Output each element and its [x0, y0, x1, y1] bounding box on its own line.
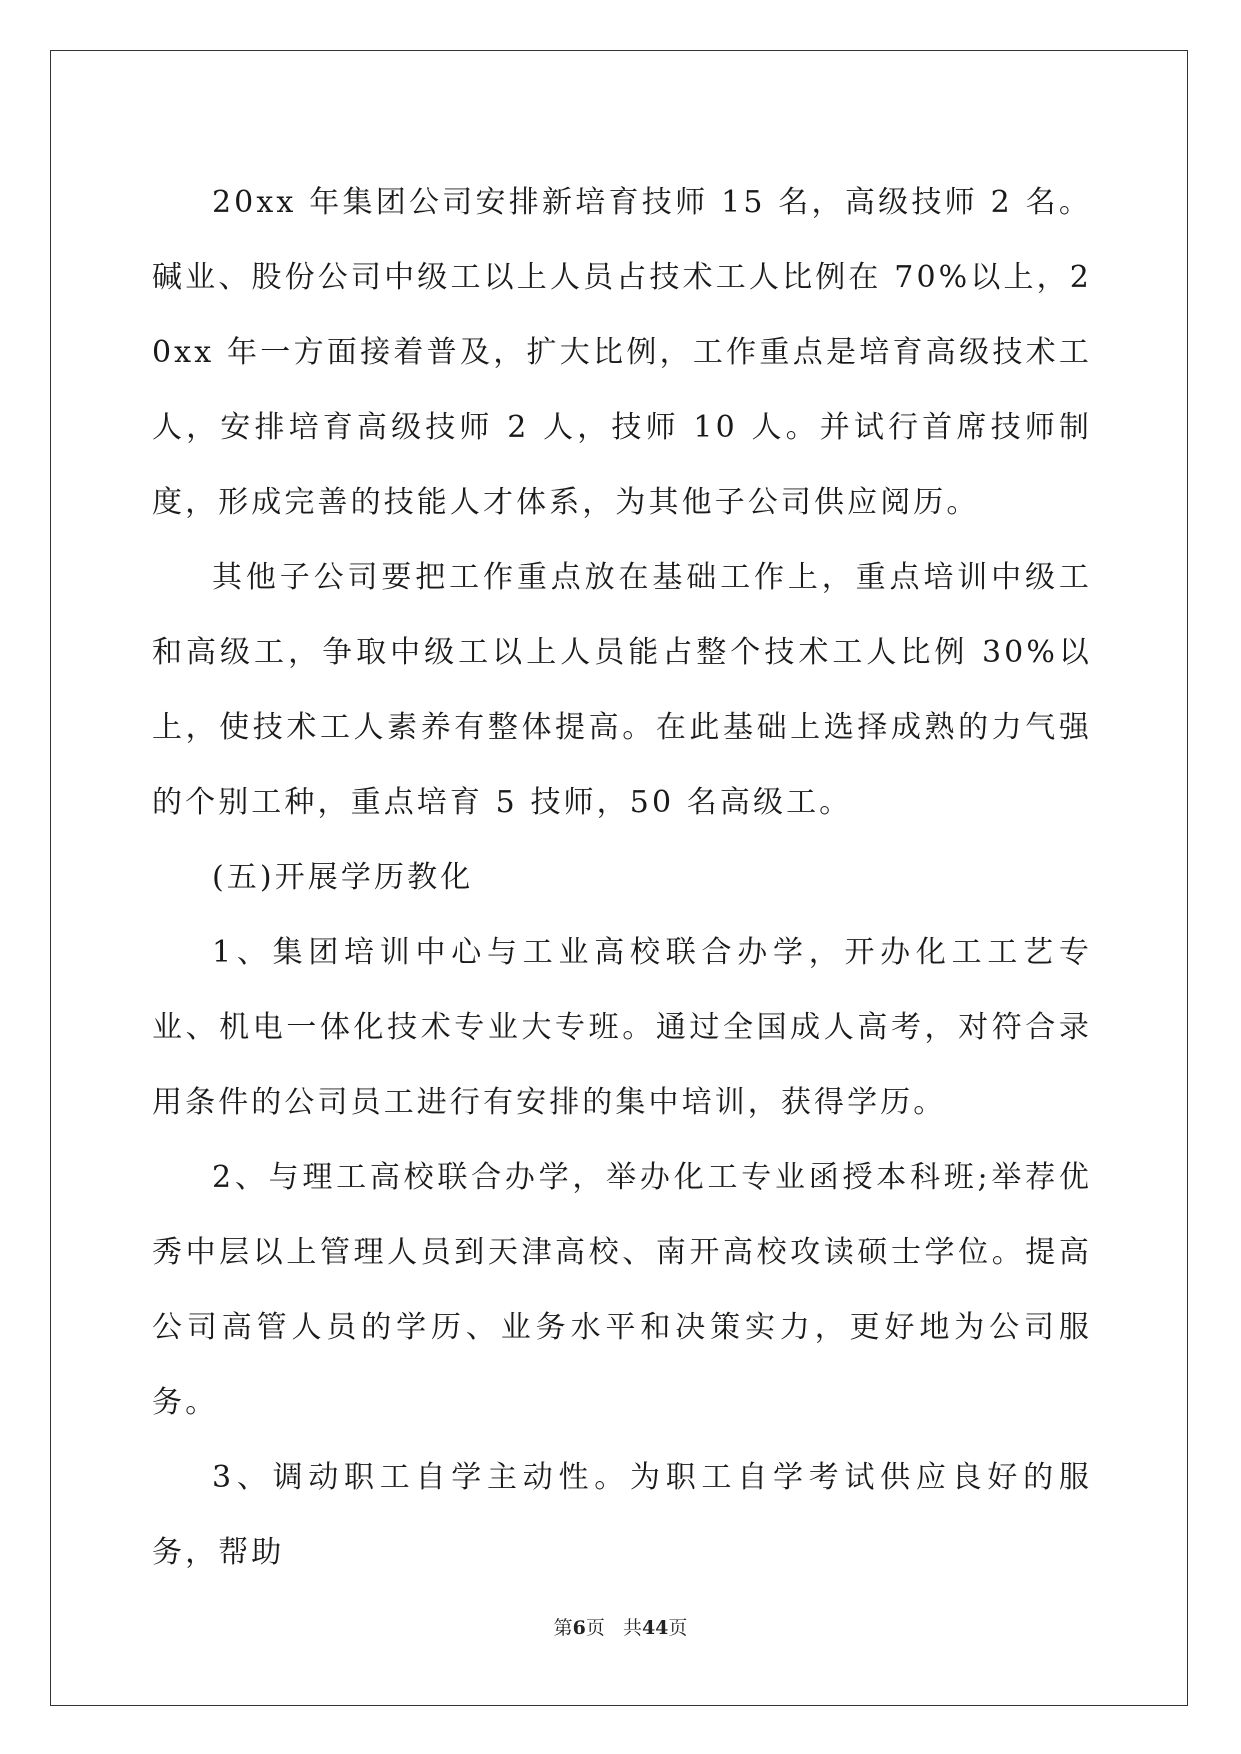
- document-body: [152, 165, 1092, 1590]
- current-page-number: 6: [572, 1617, 586, 1639]
- paragraph-5: 3、调动职工自学主动性。为职工自学考试供应良好的服务，帮助: [152, 1460, 1092, 1570]
- footer-suffix: 页: [668, 1617, 688, 1639]
- section-heading: (五)开展学历教化: [212, 860, 474, 895]
- paragraph-4: 2、与理工高校联合办学，举办化工专业函授本科班;举荐优秀中层以上管理人员到天津高校、南开高校攻读硕士学位。提高公司高管人员的学历、业务水平和决策实力，更好地为公司服务。: [152, 1160, 1092, 1420]
- footer-middle: 页 共: [585, 1617, 642, 1639]
- footer-prefix: 第: [553, 1617, 573, 1639]
- paragraph-1: 20xx 年集团公司安排新培育技师 15 名，高级技师 2 名。碱业、股份公司中级工以上人员占技术工人比例在 70%以上，20xx 年一方面接着普及，扩大比例，工作重点是培育高级技术工人，安排培育高级技师 2 人，技师 10 人。并试行首席技师制度，形成完善的技能人才体系，为其他子公司供应阅历。: [152, 185, 1092, 520]
- paragraph-3: 1、集团培训中心与工业高校联合办学，开办化工工艺专业、机电一体化技术专业大专班。通过全国成人高考，对符合录用条件的公司员工进行有安排的集中培训，获得学历。: [152, 935, 1092, 1120]
- page-footer: [0, 1613, 1241, 1640]
- paragraph-2: 其他子公司要把工作重点放在基础工作上，重点培训中级工和高级工，争取中级工以上人员能占整个技术工人比例 30%以上，使技术工人素养有整体提高。在此基础上选择成熟的力气强的个别工种，重点培育 5 技师，50 名高级工。: [152, 560, 1092, 820]
- total-page-count: 44: [641, 1617, 669, 1639]
